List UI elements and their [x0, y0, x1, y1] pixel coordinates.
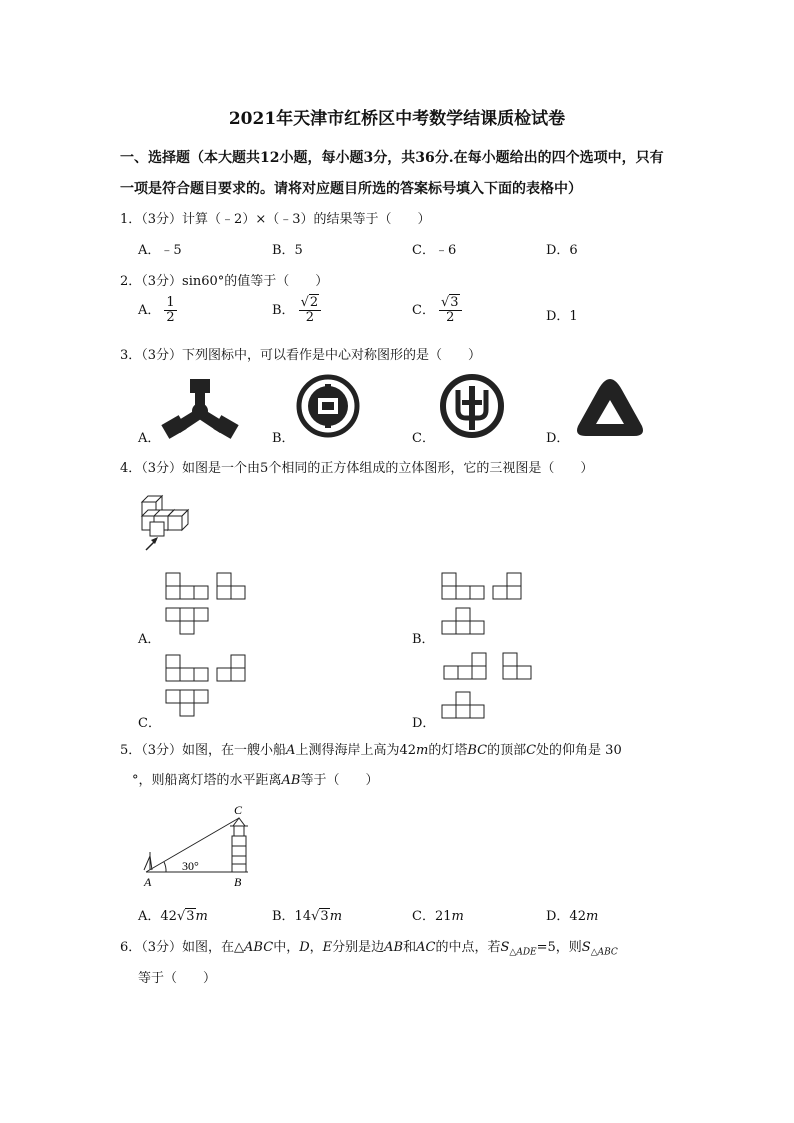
q5-option-c: C．21m	[412, 909, 464, 924]
q4-solid-figure	[140, 492, 200, 552]
q4-option-a-views	[165, 572, 247, 640]
q5-fig-angle: 30°	[182, 859, 199, 873]
section-heading-line1: 一、选择题（本大题共12小题，每小题3分，共36分.在每小题给出的四个选项中，只有	[120, 150, 664, 166]
page-title: 2021年天津市红桥区中考数学结课质检试卷	[228, 109, 566, 129]
q4-option-c-views	[165, 654, 247, 722]
icon-c-emblem	[440, 374, 504, 438]
q1-option-c: C．﹣6	[412, 243, 457, 258]
question-1: 1．（3分）计算（﹣2）×（﹣3）的结果等于（ ）	[120, 212, 431, 227]
q1-option-a: A．﹣5	[138, 243, 182, 258]
section-heading-line2: 一项是符合题目要求的。请将对应题目所选的答案标号填入下面的表格中）	[120, 181, 582, 197]
q4-label-d: D．	[412, 716, 436, 731]
q5-fig-label-b: B	[234, 875, 242, 889]
q3-label-c: C．	[412, 431, 435, 446]
q2-option-d: D．1	[546, 309, 578, 324]
q5-option-a: A．42√3m	[138, 909, 208, 924]
q4-label-c: C．	[138, 716, 161, 731]
q3-label-a: A．	[138, 431, 161, 446]
q3-label-d: D．	[546, 431, 570, 446]
q4-option-b-views	[441, 572, 523, 640]
question-3: 3．（3分）下列图标中，可以看作是中心对称图形的是（ ）	[120, 348, 482, 363]
q2-option-c: C． $\frac{√3}{2}$	[412, 296, 462, 325]
q1-option-d: D．6	[546, 243, 578, 258]
question-5-line2: °，则船离灯塔的水平距离AB等于（ ）	[132, 773, 379, 788]
q5-lighthouse-figure	[140, 800, 260, 890]
q5-fig-label-c: C	[234, 803, 243, 817]
q4-label-a: A．	[138, 632, 161, 647]
icon-a-triskelion	[160, 375, 240, 441]
q4-option-d-views	[441, 652, 533, 722]
q4-label-b: B．	[412, 632, 435, 647]
q5-option-b: B．14√3m	[272, 909, 343, 924]
q5-fig-label-a: A	[144, 875, 152, 889]
q5-option-d: D．42m	[546, 909, 599, 924]
question-5-line1: 5．（3分）如图，在一艘小船A上测得海岸上高为42m的灯塔BC的顶部C处的仰角是 30	[120, 743, 622, 758]
q2-option-b: B． $\frac{√2}{2}$	[272, 296, 321, 325]
q1-option-b: B．5	[272, 243, 303, 258]
question-4: 4．（3分）如图是一个由5个相同的正方体组成的立体图形，它的三视图是（ ）	[120, 461, 594, 476]
icon-b-coin	[296, 374, 360, 438]
icon-d-triangle	[574, 376, 646, 440]
q2-option-a: A． $\frac{1}{2}$	[138, 295, 175, 325]
question-2: 2．（3分）sin60°的值等于（ ）	[120, 274, 329, 289]
question-6-line1: 6．（3分）如图，在△ABC中，D，E分别是边AB和AC的中点，若$S_{\triangle ADE}=5$，则$S_{\triangle ABC}$	[120, 940, 618, 958]
question-6-line2: 等于（ ）	[138, 971, 217, 986]
q3-label-b: B．	[272, 431, 295, 446]
